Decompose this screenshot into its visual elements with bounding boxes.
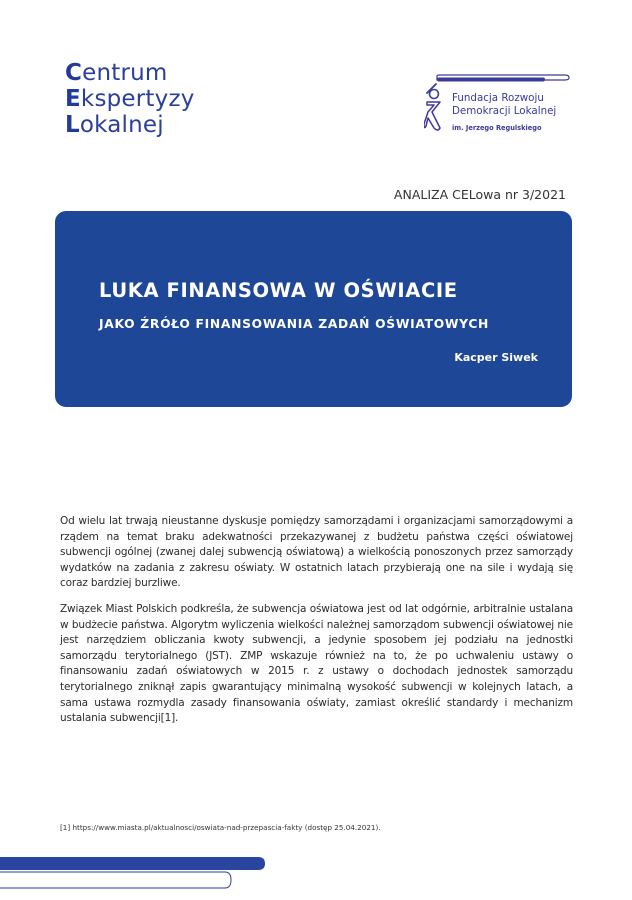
cel-logo-initial: L	[65, 112, 80, 138]
decorative-footer-bar	[0, 852, 300, 892]
body-paragraph-2: Związek Miast Polskich podkreśla, że subwencja oświatowa jest od lat odgórnie, arbitralnie ustalana w budżecie państwa. Algorytm wyliczenia wielkości należnej samorządom subwencji oświatowej nie jest narzędziem obliczania kwoty subwencji, a jedynie sposobem jej podziału na jednostki samorządu terytorialnego (JST). ZMP wskazuje również na to, że po uchwaleniu ustawy o finansowaniu zadań oświatowych w 2015 r. z ustawy o dochodach jednostek samorządu terytorialnego zniknął zapis gwarantujący minimalną wysokość subwencji w kolejnych latach, a sama ustawa rozmydla zasady finansowania oświaty, zamiast określić standardy i mechanizm ustalania subwencji[1].	[60, 603, 573, 725]
cel-logo-initial: E	[65, 86, 81, 112]
cel-logo-word: kspertyzy	[80, 86, 195, 112]
cel-logo-line-3	[65, 112, 195, 138]
frdl-logo-line-1: Fundacja Rozwoju	[452, 92, 544, 104]
title-banner	[55, 211, 572, 407]
footnote: [1] https://www.miasta.pl/aktualnosci/oswiata-nad-przepascia-fakty (dostęp 25.04.2021).	[60, 823, 381, 832]
series-label: ANALIZA CELowa nr 3/2021	[393, 187, 566, 202]
body-paragraph-1: Od wielu lat trwają nieustanne dyskusje pomiędzy samorządami i organizacjami samorządowymi a rządem na temat braku adekwatności przekazywanej z budżetu państwa części oświatowej subwencji ogólnej (zwanej dalej subwencją oświatową) a wielkością ponoszonych przez samorządy wydatków na zadania z zakresu oświaty. W ostatnich latach przybierają one na sile i wydają się coraz bardziej burzliwe.	[60, 515, 573, 590]
cel-logo-word: okalnej	[79, 112, 164, 138]
document-title: LUKA FINANSOWA W OŚWIACIE	[99, 279, 458, 302]
frdl-logo-text	[452, 92, 556, 133]
cel-logo-word: entrum	[82, 60, 168, 86]
document-author: Kacper Siwek	[454, 351, 538, 364]
cel-logo	[65, 60, 195, 138]
frdl-logo-line-3: im. Jerzego Regulskiego	[452, 124, 542, 132]
document-subtitle: JAKO ŹRÓŁO FINANSOWANIA ZADAŃ OŚWIATOWYCH	[99, 317, 490, 331]
cel-logo-line-2	[65, 86, 195, 112]
cel-logo-initial: C	[65, 60, 83, 86]
frdl-logo-line-2: Demokracji Lokalnej	[452, 105, 557, 117]
cel-logo-line-1	[65, 60, 195, 86]
